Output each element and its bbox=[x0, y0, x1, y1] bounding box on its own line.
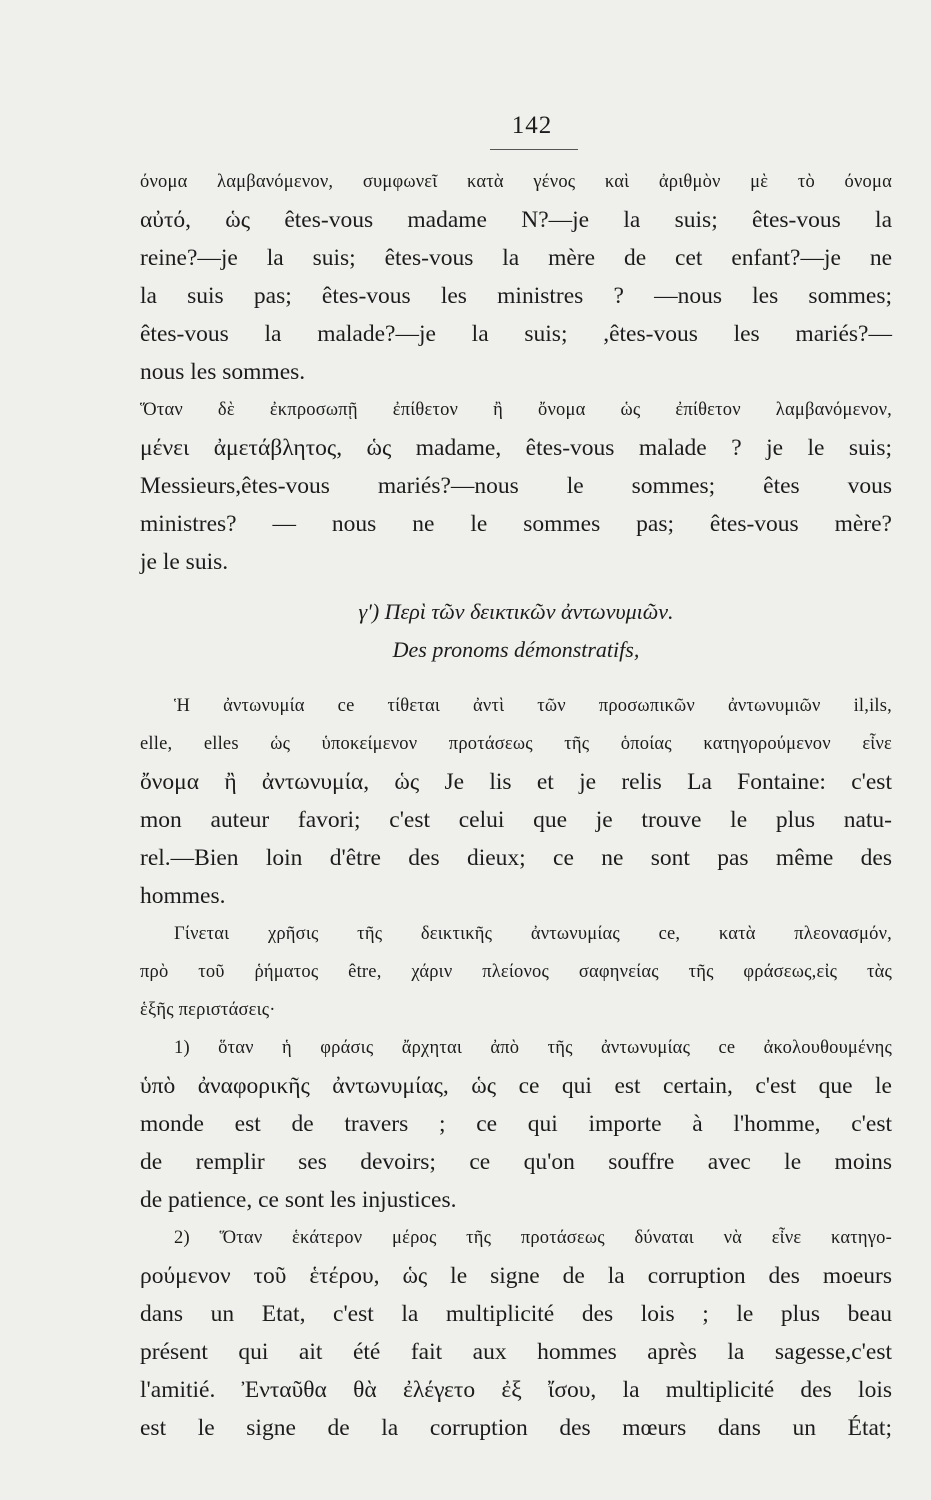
section-subheading: Des pronoms démonstratifs, bbox=[392, 637, 640, 662]
section-heading: γ') Περὶ τῶν δεικτικῶν ἀντωνυμιῶν. bbox=[358, 599, 674, 624]
text-line: ρούμενον τοῦ ἑτέρου, ὡς le signe de la corruption des moeurs bbox=[140, 1263, 892, 1289]
text-line: l'amitié. Ἐνταῦθα θὰ ἐλέγετο ἐξ ἴσου, la multiplicité des lois bbox=[140, 1377, 892, 1403]
text-line: je le suis. bbox=[140, 549, 229, 575]
text-line: Ἡ ἀντωνυμία ce τίθεται ἀντὶ τῶν προσωπικῶν ἀντωνυμιῶν il,ils, bbox=[174, 696, 892, 716]
text-line: 2) Ὅταν ἑκάτερον μέρος τῆς προτάσεως δύναται νὰ εἶνε κατηγο- bbox=[174, 1228, 892, 1248]
text-line: la suis pas; êtes-vous les ministres ? —nous les sommes; bbox=[140, 283, 892, 309]
text-line: ministres? — nous ne le sommes pas; êtes-vous mère? bbox=[140, 511, 892, 537]
text-line: monde est de travers ; ce qui importe à l'homme, c'est bbox=[140, 1111, 892, 1137]
text-line: nous les sommes. bbox=[140, 359, 306, 385]
text-line: Ὅταν δὲ ἐκπροσωπῇ ἐπίθετον ἢ ὄνομα ὡς ἐπίθετον λαμβανόμενον, bbox=[140, 400, 892, 420]
text-line: Γίνεται χρῆσις τῆς δεικτικῆς ἀντωνυμίας ce, κατὰ πλεονασμόν, bbox=[174, 924, 892, 944]
text-line: Messieurs,êtes-vous mariés?—nous le sommes; êtes vous bbox=[140, 473, 892, 499]
text-line: πρὸ τοῦ ῥήματος être, χάριν πλείονος σαφηνείας τῆς φράσεως,εἰς τὰς bbox=[140, 962, 892, 982]
page-number: 142 bbox=[511, 112, 553, 139]
text-line: elle, elles ὡς ὑποκείμενον προτάσεως τῆς ὁποίας κατηγορούμενον εἶνε bbox=[140, 734, 892, 754]
text-line: de patience, ce sont les injustices. bbox=[140, 1187, 457, 1213]
text-line: dans un Etat, c'est la multiplicité des lois ; le plus beau bbox=[140, 1301, 892, 1327]
page-body bbox=[140, 163, 892, 1447]
text-line: présent qui ait été fait aux hommes après la sagesse,c'est bbox=[140, 1339, 892, 1365]
spacer bbox=[140, 669, 892, 687]
text-line: êtes-vous la malade?—je la suis; ,êtes-vous les mariés?— bbox=[140, 321, 892, 347]
text-line: mon auteur favori; c'est celui que je trouve le plus natu- bbox=[140, 807, 892, 833]
text-line: reine?—je la suis; êtes-vous la mère de cet enfant?—je ne bbox=[140, 245, 892, 271]
text-line: 1) ὅταν ἡ φράσις ἄρχηται ἀπὸ τῆς ἀντωνυμίας ce ἀκολουθουμένης bbox=[174, 1038, 892, 1058]
text-line: ὄνομα ἢ ἀντωνυμία, ὡς Je lis et je relis La Fontaine: c'est bbox=[140, 769, 892, 795]
text-line: μένει ἀμετάβλητος, ὡς madame, êtes-vous malade ? je le suis; bbox=[140, 435, 892, 461]
text-line: de remplir ses devoirs; ce qu'on souffre avec le moins bbox=[140, 1149, 892, 1175]
header-rule bbox=[490, 149, 578, 150]
text-line: hommes. bbox=[140, 883, 226, 909]
text-line: αὐτό, ὡς êtes-vous madame N?—je la suis; êtes-vous la bbox=[140, 207, 892, 233]
text-line: rel.—Bien loin d'être des dieux; ce ne sont pas même des bbox=[140, 845, 892, 871]
text-line: ὑπὸ ἀναφορικῆς ἀντωνυμίας, ὡς ce qui est certain, c'est que le bbox=[140, 1073, 892, 1099]
text-line: ἑξῆς περιστάσεις· bbox=[140, 1000, 276, 1020]
spacer bbox=[140, 581, 892, 593]
text-line: όνομα λαμβανόμενον, συμφωνεῖ κατὰ γένος καὶ ἀριθμὸν μὲ τὸ όνομα bbox=[140, 172, 892, 192]
text-line: est le signe de la corruption des mœurs dans un État; bbox=[140, 1415, 892, 1441]
